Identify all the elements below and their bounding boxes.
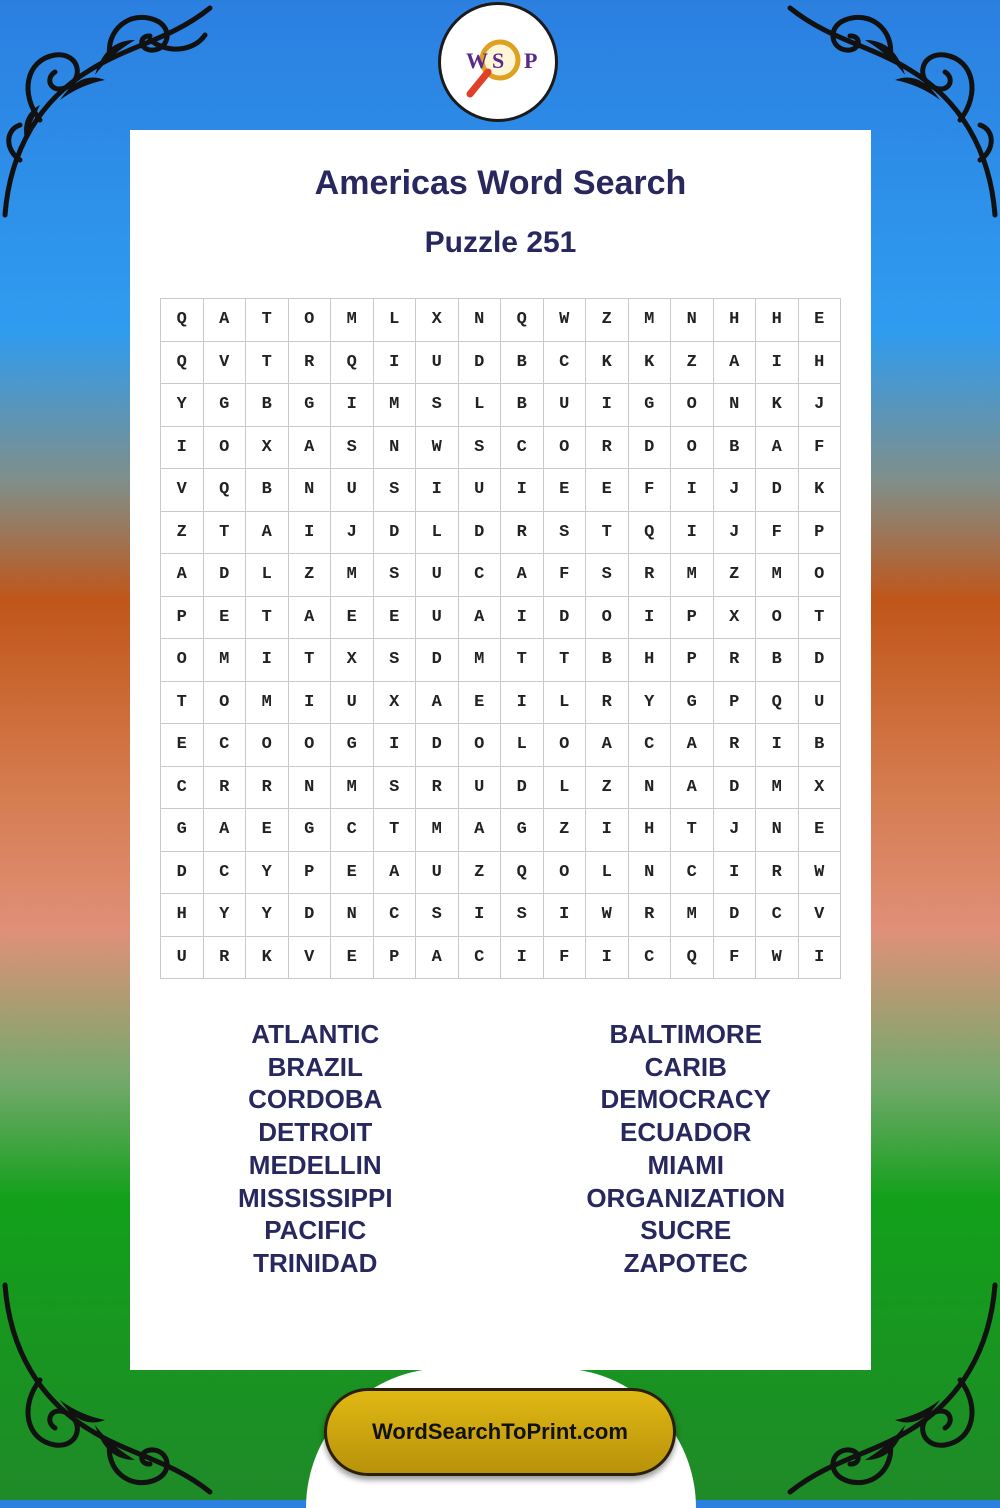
- grid-cell[interactable]: D: [714, 767, 757, 810]
- word-list-left: [130, 1018, 501, 1280]
- grid-cell[interactable]: X: [374, 682, 417, 725]
- grid-cell[interactable]: N: [289, 767, 332, 810]
- grid-cell[interactable]: B: [799, 724, 842, 767]
- grid-cell[interactable]: A: [161, 554, 204, 597]
- grid-cell[interactable]: Q: [161, 299, 204, 342]
- grid-cell[interactable]: O: [544, 427, 587, 470]
- grid-cell[interactable]: D: [799, 639, 842, 682]
- grid-cell[interactable]: Z: [714, 554, 757, 597]
- word-item: ECUADOR: [620, 1117, 752, 1148]
- grid-cell[interactable]: T: [501, 639, 544, 682]
- grid-cell[interactable]: U: [331, 469, 374, 512]
- grid-cell[interactable]: G: [289, 809, 332, 852]
- grid-cell[interactable]: A: [416, 937, 459, 980]
- grid-cell[interactable]: S: [459, 427, 502, 470]
- magnifier-logo-icon: [448, 12, 548, 112]
- grid-cell[interactable]: E: [331, 937, 374, 980]
- grid-cell[interactable]: D: [289, 894, 332, 937]
- grid-cell[interactable]: A: [246, 512, 289, 555]
- grid-cell[interactable]: W: [799, 852, 842, 895]
- grid-cell[interactable]: C: [629, 937, 672, 980]
- grid-cell[interactable]: U: [416, 554, 459, 597]
- grid-cell[interactable]: A: [714, 342, 757, 385]
- grid-cell[interactable]: D: [161, 852, 204, 895]
- grid-cell[interactable]: Y: [161, 384, 204, 427]
- grid-cell[interactable]: I: [501, 682, 544, 725]
- grid-cell[interactable]: Q: [756, 682, 799, 725]
- word-item: MEDELLIN: [248, 1149, 382, 1180]
- grid-cell[interactable]: D: [459, 512, 502, 555]
- grid-cell[interactable]: L: [459, 384, 502, 427]
- grid-cell[interactable]: D: [416, 724, 459, 767]
- grid-cell[interactable]: V: [204, 342, 247, 385]
- grid-cell[interactable]: G: [501, 809, 544, 852]
- grid-cell[interactable]: X: [416, 299, 459, 342]
- grid-cell[interactable]: E: [246, 809, 289, 852]
- grid-cell[interactable]: K: [629, 342, 672, 385]
- grid-cell[interactable]: C: [331, 809, 374, 852]
- grid-cell[interactable]: F: [714, 937, 757, 980]
- grid-cell[interactable]: T: [799, 597, 842, 640]
- grid-cell[interactable]: C: [374, 894, 417, 937]
- grid-cell[interactable]: O: [671, 427, 714, 470]
- grid-cell[interactable]: D: [501, 767, 544, 810]
- word-item: CORDOBA: [248, 1084, 383, 1115]
- grid-cell[interactable]: Z: [671, 342, 714, 385]
- grid-cell[interactable]: X: [246, 427, 289, 470]
- grid-cell[interactable]: T: [544, 639, 587, 682]
- grid-cell[interactable]: W: [756, 937, 799, 980]
- grid-cell[interactable]: R: [501, 512, 544, 555]
- grid-cell[interactable]: G: [161, 809, 204, 852]
- word-item: SUCRE: [640, 1215, 732, 1246]
- grid-cell[interactable]: N: [714, 384, 757, 427]
- grid-cell[interactable]: U: [331, 682, 374, 725]
- grid-cell[interactable]: U: [799, 682, 842, 725]
- grid-cell[interactable]: C: [204, 724, 247, 767]
- page-title: Americas Word Search: [314, 164, 687, 202]
- grid-cell[interactable]: A: [459, 597, 502, 640]
- grid-cell[interactable]: L: [544, 682, 587, 725]
- grid-cell[interactable]: Q: [671, 937, 714, 980]
- grid-cell[interactable]: P: [714, 682, 757, 725]
- grid-cell[interactable]: T: [289, 639, 332, 682]
- grid-cell[interactable]: C: [459, 554, 502, 597]
- grid-cell[interactable]: M: [756, 554, 799, 597]
- grid-cell[interactable]: E: [331, 597, 374, 640]
- grid-cell[interactable]: A: [501, 554, 544, 597]
- grid-cell[interactable]: M: [459, 639, 502, 682]
- grid-cell[interactable]: X: [331, 639, 374, 682]
- grid-cell[interactable]: N: [374, 427, 417, 470]
- grid-cell[interactable]: T: [246, 342, 289, 385]
- grid-cell[interactable]: T: [374, 809, 417, 852]
- grid-cell[interactable]: W: [544, 299, 587, 342]
- grid-cell[interactable]: N: [629, 852, 672, 895]
- grid-cell[interactable]: N: [756, 809, 799, 852]
- puzzle-number: Puzzle 251: [424, 226, 577, 259]
- grid-cell[interactable]: H: [756, 299, 799, 342]
- grid-cell[interactable]: G: [331, 724, 374, 767]
- grid-cell[interactable]: R: [586, 682, 629, 725]
- grid-cell[interactable]: D: [756, 469, 799, 512]
- grid-cell[interactable]: I: [756, 342, 799, 385]
- word-item: DETROIT: [258, 1117, 373, 1148]
- grid-cell[interactable]: H: [799, 342, 842, 385]
- grid-cell[interactable]: C: [756, 894, 799, 937]
- grid-cell[interactable]: D: [629, 427, 672, 470]
- grid-cell[interactable]: G: [289, 384, 332, 427]
- grid-cell[interactable]: S: [416, 384, 459, 427]
- word-item: PACIFIC: [264, 1215, 367, 1246]
- grid-cell[interactable]: R: [204, 937, 247, 980]
- grid-cell[interactable]: S: [374, 767, 417, 810]
- grid-cell[interactable]: X: [799, 767, 842, 810]
- grid-cell[interactable]: P: [289, 852, 332, 895]
- grid-cell[interactable]: M: [331, 299, 374, 342]
- grid-cell[interactable]: D: [544, 597, 587, 640]
- grid-cell[interactable]: K: [756, 384, 799, 427]
- grid-cell[interactable]: E: [799, 809, 842, 852]
- grid-cell[interactable]: R: [629, 554, 672, 597]
- grid-cell[interactable]: Y: [246, 894, 289, 937]
- grid-cell[interactable]: A: [671, 724, 714, 767]
- grid-cell[interactable]: M: [246, 682, 289, 725]
- grid-cell[interactable]: H: [161, 894, 204, 937]
- grid-cell[interactable]: I: [374, 724, 417, 767]
- grid-cell[interactable]: R: [246, 767, 289, 810]
- grid-cell[interactable]: A: [204, 299, 247, 342]
- grid-cell[interactable]: U: [459, 469, 502, 512]
- grid-cell[interactable]: I: [416, 469, 459, 512]
- grid-cell[interactable]: J: [714, 512, 757, 555]
- grid-cell[interactable]: R: [204, 767, 247, 810]
- grid-cell[interactable]: Q: [204, 469, 247, 512]
- grid-cell[interactable]: M: [671, 894, 714, 937]
- grid-cell[interactable]: I: [161, 427, 204, 470]
- grid-cell[interactable]: E: [161, 724, 204, 767]
- grid-cell[interactable]: T: [204, 512, 247, 555]
- grid-cell[interactable]: A: [586, 724, 629, 767]
- word-item: DEMOCRACY: [600, 1084, 771, 1115]
- grid-cell[interactable]: G: [204, 384, 247, 427]
- grid-cell[interactable]: T: [586, 512, 629, 555]
- grid-cell[interactable]: M: [756, 767, 799, 810]
- grid-cell[interactable]: R: [586, 427, 629, 470]
- grid-cell[interactable]: P: [161, 597, 204, 640]
- grid-cell[interactable]: A: [671, 767, 714, 810]
- grid-cell[interactable]: Y: [204, 894, 247, 937]
- grid-cell[interactable]: V: [799, 894, 842, 937]
- grid-cell[interactable]: I: [501, 469, 544, 512]
- grid-cell[interactable]: I: [671, 469, 714, 512]
- grid-cell[interactable]: I: [501, 597, 544, 640]
- grid-cell[interactable]: T: [246, 299, 289, 342]
- grid-cell[interactable]: I: [374, 342, 417, 385]
- grid-cell[interactable]: A: [374, 852, 417, 895]
- grid-cell[interactable]: O: [204, 682, 247, 725]
- logo-letter-p: P: [524, 48, 538, 73]
- grid-cell[interactable]: M: [671, 554, 714, 597]
- grid-cell[interactable]: F: [756, 512, 799, 555]
- grid-cell[interactable]: D: [374, 512, 417, 555]
- grid-cell[interactable]: D: [204, 554, 247, 597]
- grid-cell[interactable]: P: [671, 597, 714, 640]
- grid-cell[interactable]: C: [544, 342, 587, 385]
- grid-cell[interactable]: E: [374, 597, 417, 640]
- grid-cell[interactable]: M: [204, 639, 247, 682]
- grid-cell[interactable]: T: [161, 682, 204, 725]
- grid-cell[interactable]: K: [586, 342, 629, 385]
- word-item: ATLANTIC: [251, 1019, 380, 1049]
- grid-cell[interactable]: K: [246, 937, 289, 980]
- grid-cell[interactable]: D: [714, 894, 757, 937]
- grid-cell[interactable]: J: [331, 512, 374, 555]
- grid-cell[interactable]: L: [246, 554, 289, 597]
- grid-cell[interactable]: O: [756, 597, 799, 640]
- grid-cell[interactable]: O: [544, 724, 587, 767]
- grid-cell[interactable]: O: [586, 597, 629, 640]
- grid-cell[interactable]: A: [204, 809, 247, 852]
- grid-cell[interactable]: B: [501, 384, 544, 427]
- word-item: MIAMI: [647, 1149, 725, 1180]
- grid-cell[interactable]: Y: [246, 852, 289, 895]
- grid-cell[interactable]: F: [544, 937, 587, 980]
- grid-cell[interactable]: T: [246, 597, 289, 640]
- grid-cell[interactable]: Z: [289, 554, 332, 597]
- grid-cell[interactable]: I: [331, 384, 374, 427]
- site-logo[interactable]: [438, 2, 558, 122]
- grid-cell[interactable]: I: [671, 512, 714, 555]
- grid-cell[interactable]: T: [671, 809, 714, 852]
- grid-cell[interactable]: Z: [161, 512, 204, 555]
- grid-cell[interactable]: M: [374, 384, 417, 427]
- grid-cell[interactable]: W: [416, 427, 459, 470]
- letter-grid: [160, 298, 841, 979]
- grid-cell[interactable]: S: [374, 469, 417, 512]
- grid-cell[interactable]: G: [629, 384, 672, 427]
- grid-cell[interactable]: O: [246, 724, 289, 767]
- grid-cell[interactable]: N: [459, 299, 502, 342]
- grid-cell[interactable]: J: [799, 384, 842, 427]
- grid-cell[interactable]: I: [714, 852, 757, 895]
- grid-cell[interactable]: H: [629, 639, 672, 682]
- grid-cell[interactable]: I: [586, 384, 629, 427]
- grid-cell[interactable]: O: [544, 852, 587, 895]
- grid-cell[interactable]: Z: [459, 852, 502, 895]
- grid-cell[interactable]: W: [586, 894, 629, 937]
- grid-cell[interactable]: U: [416, 597, 459, 640]
- grid-cell[interactable]: Q: [331, 342, 374, 385]
- grid-cell[interactable]: B: [714, 427, 757, 470]
- grid-cell[interactable]: U: [416, 342, 459, 385]
- grid-cell[interactable]: P: [671, 639, 714, 682]
- grid-cell[interactable]: L: [374, 299, 417, 342]
- grid-cell[interactable]: Q: [629, 512, 672, 555]
- grid-cell[interactable]: I: [799, 937, 842, 980]
- grid-cell[interactable]: I: [544, 894, 587, 937]
- grid-cell[interactable]: F: [629, 469, 672, 512]
- grid-cell[interactable]: N: [331, 894, 374, 937]
- grid-cell[interactable]: H: [629, 809, 672, 852]
- grid-cell[interactable]: O: [671, 384, 714, 427]
- grid-cell[interactable]: I: [501, 937, 544, 980]
- grid-cell[interactable]: Y: [629, 682, 672, 725]
- grid-cell[interactable]: R: [629, 894, 672, 937]
- puzzle-panel: [130, 130, 871, 1370]
- grid-cell[interactable]: I: [246, 639, 289, 682]
- word-item: ZAPOTEC: [623, 1247, 748, 1278]
- grid-cell[interactable]: I: [289, 512, 332, 555]
- grid-cell[interactable]: O: [459, 724, 502, 767]
- grid-cell[interactable]: K: [799, 469, 842, 512]
- grid-cell[interactable]: E: [459, 682, 502, 725]
- grid-cell[interactable]: N: [629, 767, 672, 810]
- grid-cell[interactable]: O: [289, 724, 332, 767]
- grid-cell[interactable]: S: [374, 639, 417, 682]
- grid-cell[interactable]: U: [544, 384, 587, 427]
- grid-cell[interactable]: V: [161, 469, 204, 512]
- grid-cell[interactable]: J: [714, 809, 757, 852]
- word-item: ORGANIZATION: [586, 1182, 786, 1213]
- grid-cell[interactable]: E: [331, 852, 374, 895]
- grid-cell[interactable]: C: [501, 427, 544, 470]
- grid-cell[interactable]: L: [586, 852, 629, 895]
- grid-cell[interactable]: H: [714, 299, 757, 342]
- grid-cell[interactable]: A: [756, 427, 799, 470]
- grid-cell[interactable]: E: [586, 469, 629, 512]
- grid-cell[interactable]: S: [416, 894, 459, 937]
- grid-cell[interactable]: I: [756, 724, 799, 767]
- grid-cell[interactable]: B: [246, 384, 289, 427]
- grid-cell[interactable]: V: [289, 937, 332, 980]
- grid-cell[interactable]: X: [714, 597, 757, 640]
- grid-cell[interactable]: B: [246, 469, 289, 512]
- grid-cell[interactable]: U: [459, 767, 502, 810]
- grid-cell[interactable]: U: [416, 852, 459, 895]
- grid-cell[interactable]: G: [671, 682, 714, 725]
- grid-cell[interactable]: Z: [586, 299, 629, 342]
- grid-cell[interactable]: A: [416, 682, 459, 725]
- grid-cell[interactable]: Q: [501, 852, 544, 895]
- grid-cell[interactable]: J: [714, 469, 757, 512]
- grid-cell[interactable]: L: [416, 512, 459, 555]
- grid-cell[interactable]: I: [629, 597, 672, 640]
- grid-cell[interactable]: U: [161, 937, 204, 980]
- grid-cell[interactable]: Q: [501, 299, 544, 342]
- grid-cell[interactable]: L: [544, 767, 587, 810]
- grid-cell[interactable]: F: [544, 554, 587, 597]
- grid-cell[interactable]: C: [161, 767, 204, 810]
- grid-cell[interactable]: C: [629, 724, 672, 767]
- grid-cell[interactable]: C: [459, 937, 502, 980]
- grid-cell[interactable]: B: [586, 639, 629, 682]
- grid-cell[interactable]: O: [799, 554, 842, 597]
- grid-cell[interactable]: R: [714, 724, 757, 767]
- word-item: BRAZIL: [267, 1051, 363, 1082]
- grid-cell[interactable]: E: [544, 469, 587, 512]
- word-list: [130, 1018, 871, 1280]
- grid-cell[interactable]: I: [459, 894, 502, 937]
- grid-cell[interactable]: Z: [586, 767, 629, 810]
- grid-cell[interactable]: E: [799, 299, 842, 342]
- grid-cell[interactable]: M: [416, 809, 459, 852]
- grid-cell[interactable]: R: [289, 342, 332, 385]
- word-item: MISSISSIPPI: [237, 1182, 393, 1213]
- grid-cell[interactable]: A: [289, 427, 332, 470]
- grid-cell[interactable]: D: [416, 639, 459, 682]
- grid-cell[interactable]: S: [586, 554, 629, 597]
- grid-cell[interactable]: E: [204, 597, 247, 640]
- word-item: BALTIMORE: [609, 1019, 763, 1049]
- grid-cell[interactable]: Z: [544, 809, 587, 852]
- grid-cell[interactable]: R: [714, 639, 757, 682]
- grid-cell[interactable]: S: [501, 894, 544, 937]
- grid-cell[interactable]: S: [331, 427, 374, 470]
- grid-cell[interactable]: I: [586, 937, 629, 980]
- grid-cell[interactable]: O: [289, 299, 332, 342]
- grid-cell[interactable]: P: [374, 937, 417, 980]
- site-link-button[interactable]: WordSearchToPrint.com: [324, 1388, 676, 1476]
- grid-cell[interactable]: L: [501, 724, 544, 767]
- logo-letter-s: S: [492, 48, 505, 73]
- grid-cell[interactable]: F: [799, 427, 842, 470]
- word-item: CARIB: [644, 1051, 727, 1082]
- logo-letter-w: W: [466, 48, 488, 73]
- word-item: TRINIDAD: [253, 1247, 378, 1278]
- grid-cell[interactable]: R: [416, 767, 459, 810]
- grid-cell[interactable]: O: [204, 427, 247, 470]
- grid-cell[interactable]: D: [459, 342, 502, 385]
- grid-cell[interactable]: B: [756, 639, 799, 682]
- grid-cell[interactable]: M: [629, 299, 672, 342]
- grid-cell[interactable]: C: [204, 852, 247, 895]
- grid-cell[interactable]: C: [671, 852, 714, 895]
- grid-cell[interactable]: M: [331, 767, 374, 810]
- grid-cell[interactable]: I: [586, 809, 629, 852]
- grid-cell[interactable]: Q: [161, 342, 204, 385]
- grid-cell[interactable]: N: [289, 469, 332, 512]
- grid-cell[interactable]: O: [161, 639, 204, 682]
- grid-cell[interactable]: B: [501, 342, 544, 385]
- grid-cell[interactable]: P: [799, 512, 842, 555]
- grid-cell[interactable]: S: [544, 512, 587, 555]
- grid-cell[interactable]: I: [289, 682, 332, 725]
- grid-cell[interactable]: A: [289, 597, 332, 640]
- grid-cell[interactable]: R: [756, 852, 799, 895]
- grid-cell[interactable]: N: [671, 299, 714, 342]
- grid-cell[interactable]: A: [459, 809, 502, 852]
- word-list-right: [501, 1018, 872, 1280]
- grid-cell[interactable]: S: [374, 554, 417, 597]
- grid-cell[interactable]: M: [331, 554, 374, 597]
